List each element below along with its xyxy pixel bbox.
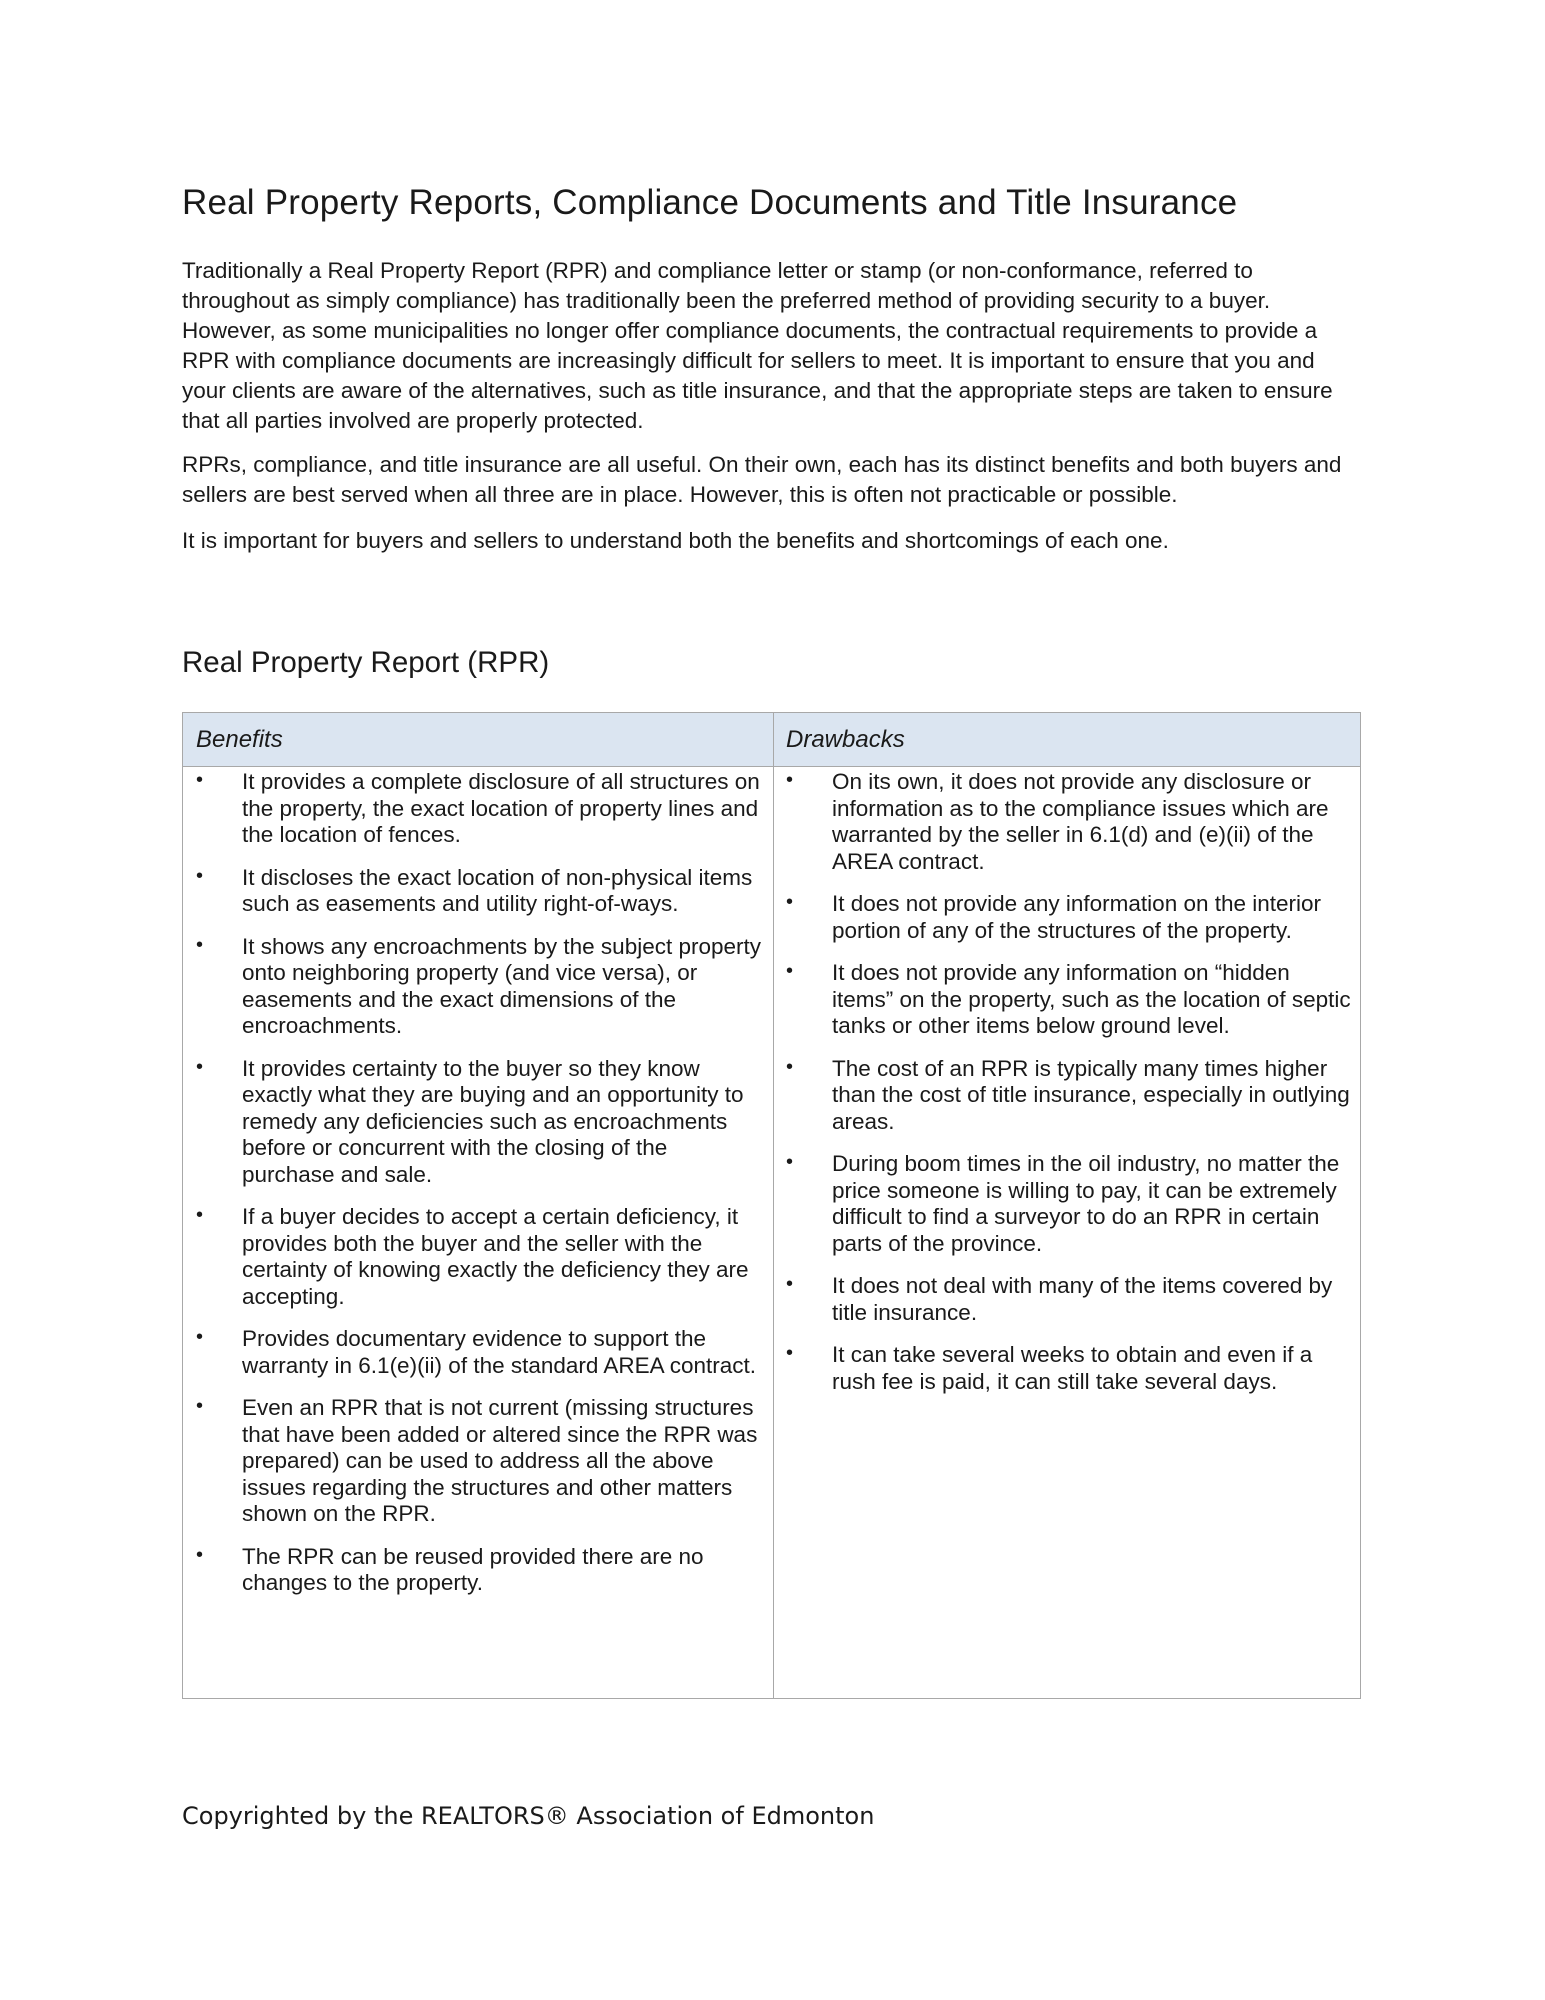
drawback-item: • The cost of an RPR is typically many times higher than the cost of title insurance, especially in outlying areas. — [773, 1056, 1362, 1136]
copyright-footer: Copyrighted by the REALTORS® Association of Edmonton — [182, 1802, 875, 1830]
rpr-table — [182, 712, 1361, 1699]
benefits-header: Benefits — [196, 726, 283, 753]
drawback-item: • It does not deal with many of the items covered by title insurance. — [773, 1273, 1362, 1326]
drawback-item: • It can take several weeks to obtain and even if a rush fee is paid, it can still take several days. — [773, 1342, 1362, 1395]
benefit-item: • If a buyer decides to accept a certain deficiency, it provides both the buyer and the seller with the certainty of knowing exactly the deficiency they are accepting. — [183, 1204, 773, 1310]
drawback-item: • During boom times in the oil industry, no matter the price someone is willing to pay, it can be extremely difficult to find a surveyor to do an RPR in certain parts of the province. — [773, 1151, 1362, 1257]
benefit-item: • Provides documentary evidence to support the warranty in 6.1(e)(ii) of the standard AREA contract. — [183, 1326, 773, 1379]
benefit-item: • It provides certainty to the buyer so they know exactly what they are buying and an opportunity to remedy any deficiencies such as encroachments before or concurrent with the closing of the purchase and sale. — [183, 1056, 773, 1189]
drawbacks-header: Drawbacks — [786, 726, 905, 753]
drawback-item: • It does not provide any information on the interior portion of any of the structures of the property. — [773, 891, 1362, 944]
benefit-item: • Even an RPR that is not current (missing structures that have been added or altered since the RPR was prepared) can be used to address all the above issues regarding the structures and other matters shown on the RPR. — [183, 1395, 773, 1528]
drawback-item: • It does not provide any information on “hidden items” on the property, such as the location of septic tanks or other items below ground level. — [773, 960, 1362, 1040]
drawbacks-list — [773, 769, 1362, 1411]
table-header-row — [183, 713, 1360, 767]
drawback-item: • On its own, it does not provide any disclosure or information as to the compliance issues which are warranted by the seller in 6.1(d) and (e)(ii) of the AREA contract. — [773, 769, 1362, 875]
benefit-item: • The RPR can be reused provided there are no changes to the property. — [183, 1544, 773, 1597]
intro-paragraph-3: It is important for buyers and sellers to understand both the benefits and shortcomings of each one. — [182, 528, 1169, 553]
page-title: Real Property Reports, Compliance Documents and Title Insurance — [182, 183, 1238, 222]
intro-section — [182, 256, 1352, 570]
benefit-item: • It shows any encroachments by the subject property onto neighboring property (and vice versa), or easements and the exact dimensions of the encroachments. — [183, 934, 773, 1040]
benefit-item: • It provides a complete disclosure of all structures on the property, the exact location of property lines and the location of fences. — [183, 769, 773, 849]
intro-paragraph-2: RPRs, compliance, and title insurance are all useful. On their own, each has its distinct benefits and both buyers and sellers are best served when all three are in place. However, this is often not practicable or possible. — [182, 452, 1342, 507]
section-heading: Real Property Report (RPR) — [182, 646, 550, 679]
benefits-list — [183, 769, 773, 1613]
intro-paragraph-1: Traditionally a Real Property Report (RPR) and compliance letter or stamp (or non-conformance, referred to throughout as simply compliance) has traditionally been the preferred method of providing security to a buyer. However, as some municipalities no longer offer compliance documents, the contractual requirements to provide a RPR with compliance documents are increasingly difficult for sellers to meet. It is important to ensure that you and your clients are aware of the alternatives, such as title insurance, and that the appropriate steps are taken to ensure that all parties involved are properly protected. — [182, 258, 1333, 433]
benefit-item: • It discloses the exact location of non-physical items such as easements and utility right-of-ways. — [183, 865, 773, 918]
